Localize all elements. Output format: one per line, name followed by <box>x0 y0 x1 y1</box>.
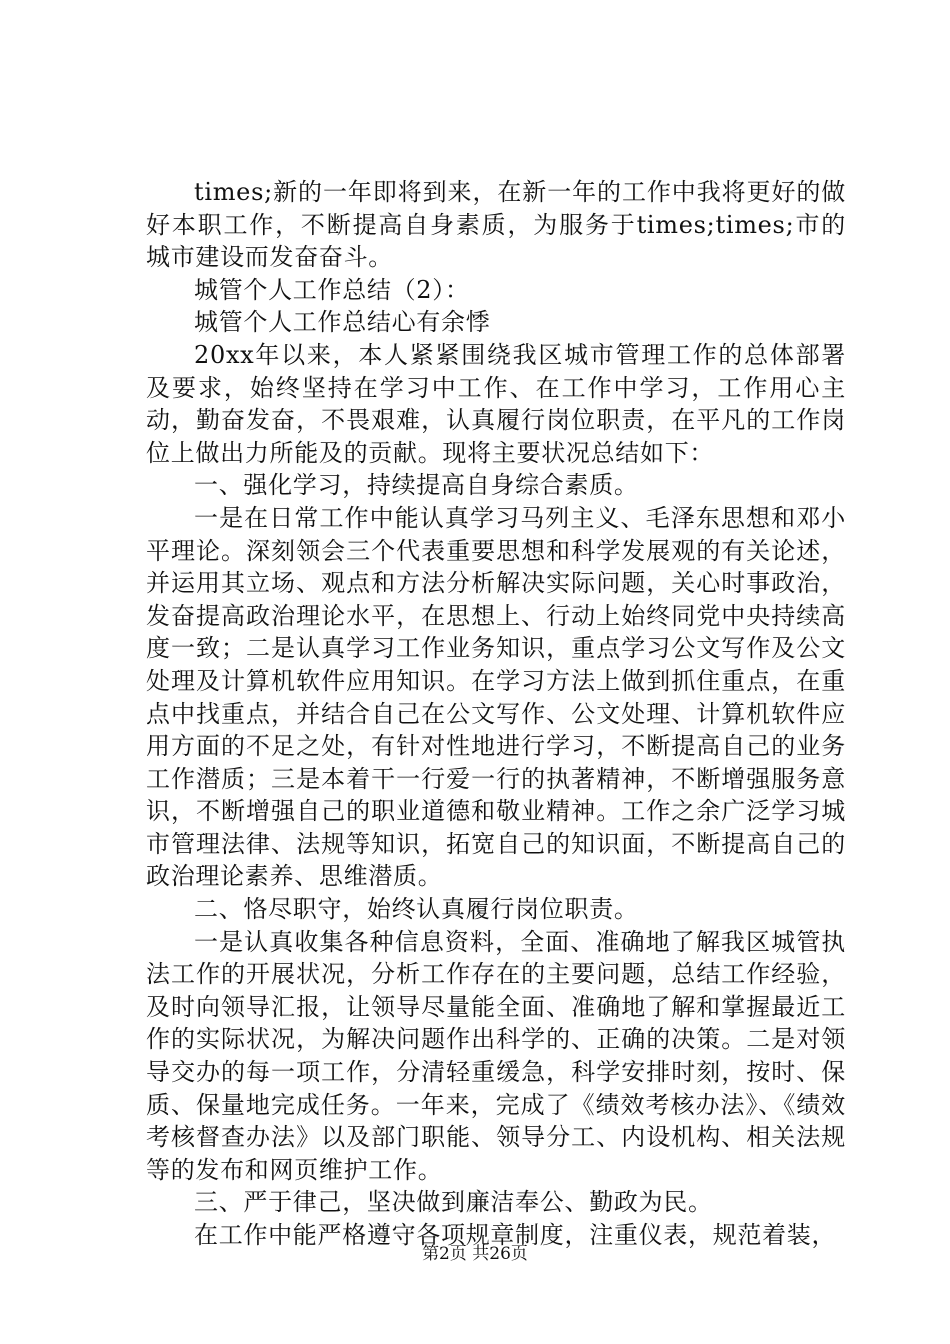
article-title: 城管个人工作总结心有余悸 <box>194 308 491 337</box>
paragraph-study: 一是在日常工作中能认真学习马列主义、毛泽东思想和邓小平理论。深刻领会三个代表重要思想和科学发展观的有关论述，并运用其立场、观点和方法分析解决实际问题，关心时事政治，发奋提高政治理论水平，在思想上、行动上始终同党中央持续高度一致；二是认真学习工作业务知识，重点学习公文写作及公文处理及计算机软件应用知识。在学习方法上做到抓住重点，在重点中找重点，并结合自己在公文写作、公文处理、计算机软件应用方面的不足之处，有针对性地进行学习，不断提高自己的业务工作潜质；三是本着干一行爱一行的执著精神，不断增强服务意识，不断增强自己的职业道德和敬业精神。工作之余广泛学习城市管理法律、法规等知识，拓宽自己的知识面，不断提高自己的政治理论素养、思维潜质。 <box>146 503 846 891</box>
subheading-study: 一、强化学习，持续提高自身综合素质。 <box>194 471 639 500</box>
paragraph-closing: times;新的一年即将到来，在新一年的工作中我将更好的做好本职工作，不断提高自身素质，为服务于times;times;市的城市建设而发奋奋斗。 <box>146 178 846 272</box>
section-heading: 城管个人工作总结（2）： <box>194 275 470 304</box>
subheading-discipline: 三、严于律己，坚决做到廉洁奉公、勤政为民。 <box>194 1188 713 1217</box>
document-body <box>146 176 846 1252</box>
paragraph-duty: 一是认真收集各种信息资料，全面、准确地了解我区城管执法工作的开展状况，分析工作存在的主要问题，总结工作经验，及时向领导汇报，让领导尽量能全面、准确地了解和掌握最近工作的实际状况，为解决问题作出科学的、正确的决策。二是对领导交办的每一项工作，分清轻重缓急，科学安排时刻，按时、保质、保量地完成任务。一年来，完成了《绩效考核办法》、《绩效考核督查办法》以及部门职能、领导分工、内设机构、相关法规等的发布和网页维护工作。 <box>146 927 846 1184</box>
paragraph-discipline: 在工作中能严格遵守各项规章制度，注重仪表，规范着装， <box>194 1221 837 1249</box>
page-number-footer: 第2页 共26页 <box>422 1244 528 1264</box>
paragraph-intro: 20xx年以来，本人紧紧围绕我区城市管理工作的总体部署及要求，始终坚持在学习中工作、在工作中学习，工作用心主动，勤奋发奋，不畏艰难，认真履行岗位职责，在平凡的工作岗位上做出力所能及的贡献。现将主要状况总结如下： <box>146 340 846 467</box>
subheading-duty: 二、恪尽职守，始终认真履行岗位职责。 <box>194 895 639 924</box>
